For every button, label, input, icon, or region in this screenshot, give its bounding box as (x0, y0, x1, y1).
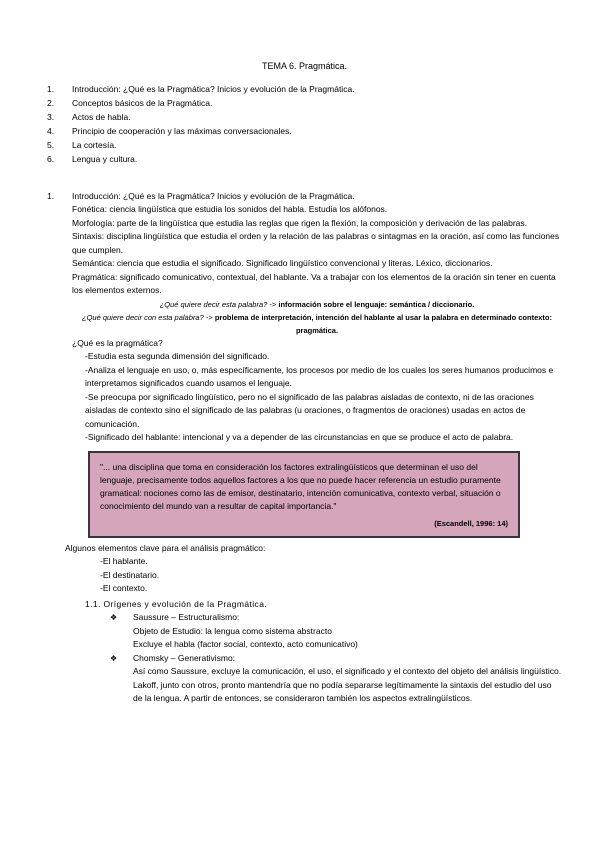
qa-line (72, 311, 562, 337)
definition-semantica: Semántica: ciencia que estudia el significado. Significado lingüístico convencional y literas. Léxico, diccionarios. (72, 258, 493, 268)
arrow-glyph: -> (205, 312, 213, 322)
section-heading (47, 190, 562, 204)
bullet-title: Chomsky – Generativismo: (133, 652, 236, 663)
diamond-bullet-icon: ❖ (110, 613, 118, 622)
qa-question: ¿Qué quiere decir esta palabra? (159, 299, 268, 309)
toc-item-number: 6. (47, 153, 55, 164)
toc-item-text: Lengua y cultura. (72, 153, 138, 164)
toc-item-number: 2. (47, 97, 55, 108)
definition-pragmatica: Pragmática: significado comunicativo, contextual, del hablante. Va a trabajar con los elementos de la oración sin tener en cuenta los elementos externos. (72, 271, 556, 295)
definition-morfologia: Morfología: parte de la lingüística que estudia las reglas que rigen la flexión, la composición y derivación de las palabras. (72, 217, 528, 228)
toc-item-text: Introducción: ¿Qué es la Pragmática? Inicios y evolución de la Pragmática. (72, 83, 355, 94)
bullet-point: -Se preocupa por significado lingüístico, pero no el significado de las palabras aisladas de contexto, ni de las oraciones aisladas de contexto sino el significado de las palabras (u oraciones, o fragmentos de oraciones) usadas en actos de comunicación. (85, 391, 534, 429)
toc-item-number: 4. (47, 125, 55, 136)
bullet-point: -Analiza el lenguaje en uso, o, más específicamente, los procesos por medio de los cuales los seres humanos producimos e interpretamos significados cuando usamos el lenguaje. (85, 364, 554, 388)
section-introduccion (47, 190, 562, 706)
bullet-point: -Estudia esta segunda dimensión del significado. (85, 351, 270, 361)
diamond-bullet-icon: ❖ (110, 653, 118, 663)
page-title: TEMA 6. Pragmática. (261, 61, 348, 71)
toc-item-text: Actos de habla. (72, 111, 131, 122)
qa-answer: problema de interpretación, intención del hablante al usar la palabra en determinado contexto: pragmática. (214, 312, 552, 335)
key-elements-intro: Algunos elementos clave para el análisis pragmático: (65, 542, 266, 553)
subheading-que-es-pragmatica: ¿Qué es la pragmática? (72, 337, 163, 348)
subsection-heading: 1.1. Orígenes y evolución de la Pragmática. (85, 598, 268, 609)
definition-fonetica: Fonética: ciencia lingüística que estudia los sonidos del habla. Estudia los alófonos. (72, 204, 388, 214)
bullet-line: Lakoff, junto con otros, pronto mantendría que no podía separarse legítimamente la sintaxis del estudio del uso de la lengua. A partir de entonces, se consideraron también los aspectos extralingüísticos. (133, 679, 552, 703)
section-body (65, 203, 562, 706)
toc-item-number: 3. (47, 111, 55, 122)
bullet-body (133, 652, 562, 706)
toc-item (47, 110, 562, 124)
toc-item-text: Conceptos básicos de la Pragmática. (72, 97, 213, 108)
section-number: 1. (47, 190, 55, 201)
definition-sintaxis: Sintaxis: disciplina lingüística que estudia el orden y la relación de las palabras o sintagmas en la oración, así como las funciones que cumplen. (72, 231, 560, 255)
toc-item-number: 1. (47, 83, 55, 94)
toc-item (47, 138, 562, 152)
toc-item (47, 82, 562, 96)
toc-item (47, 96, 562, 110)
table-of-contents (47, 82, 562, 166)
key-element: -El hablante. (100, 556, 148, 566)
bullet-title: Saussure – Estructuralismo: (133, 612, 240, 622)
qa-line (72, 298, 562, 311)
arrow-glyph: -> (269, 299, 277, 309)
toc-item-text: Principio de cooperación y las máximas conversacionales. (72, 125, 292, 136)
section-heading-text: Introducción: ¿Qué es la Pragmática? Inicios y evolución de la Pragmática. (72, 190, 355, 201)
key-element: -El contexto. (100, 583, 148, 593)
quote-box (88, 451, 520, 538)
toc-item-text: La cortesía. (72, 139, 117, 150)
key-element: -El destinatario. (100, 569, 160, 580)
bullet-line: Objeto de Estudio: la lengua como sistema abstracto (133, 625, 332, 636)
quote-text: "... una disciplina que toma en consideración los factores extralingüísticos que determinan el uso del lenguaje, precisamente todos aquellos factores a los que no puede hacer referencia un estudio puramente gramatical: nociones como las de emisor, destinatario, intención comunicativa, contexto verbal, situación o conocimiento del mundo van a resultar de capital importancia." (100, 461, 501, 511)
centered-question-lines (72, 298, 562, 337)
bullet-point: -Significado del hablante: intencional y va a depender de las circunstancias en que se produce el acto de palabra. (85, 432, 514, 442)
qa-question: ¿Qué quiere decir con esta palabra? (82, 312, 204, 322)
quote-citation: (Escandell, 1996: 14) (434, 518, 508, 528)
toc-item (47, 152, 562, 166)
toc-item (47, 124, 562, 138)
toc-item-number: 5. (47, 139, 55, 150)
bullet-chomsky (110, 652, 562, 706)
bullet-body (133, 611, 562, 652)
bullet-line: Excluye el habla (factor social, contexto, acto comunicativo) (133, 639, 358, 649)
bullet-saussure (110, 611, 562, 652)
qa-answer: información sobre el lenguaje: semántica / diccionario. (278, 299, 475, 309)
bullet-line: Así como Saussure, excluye la comunicación, el uso, el significado y el contexto del objeto del análisis lingüístico. (133, 666, 562, 676)
